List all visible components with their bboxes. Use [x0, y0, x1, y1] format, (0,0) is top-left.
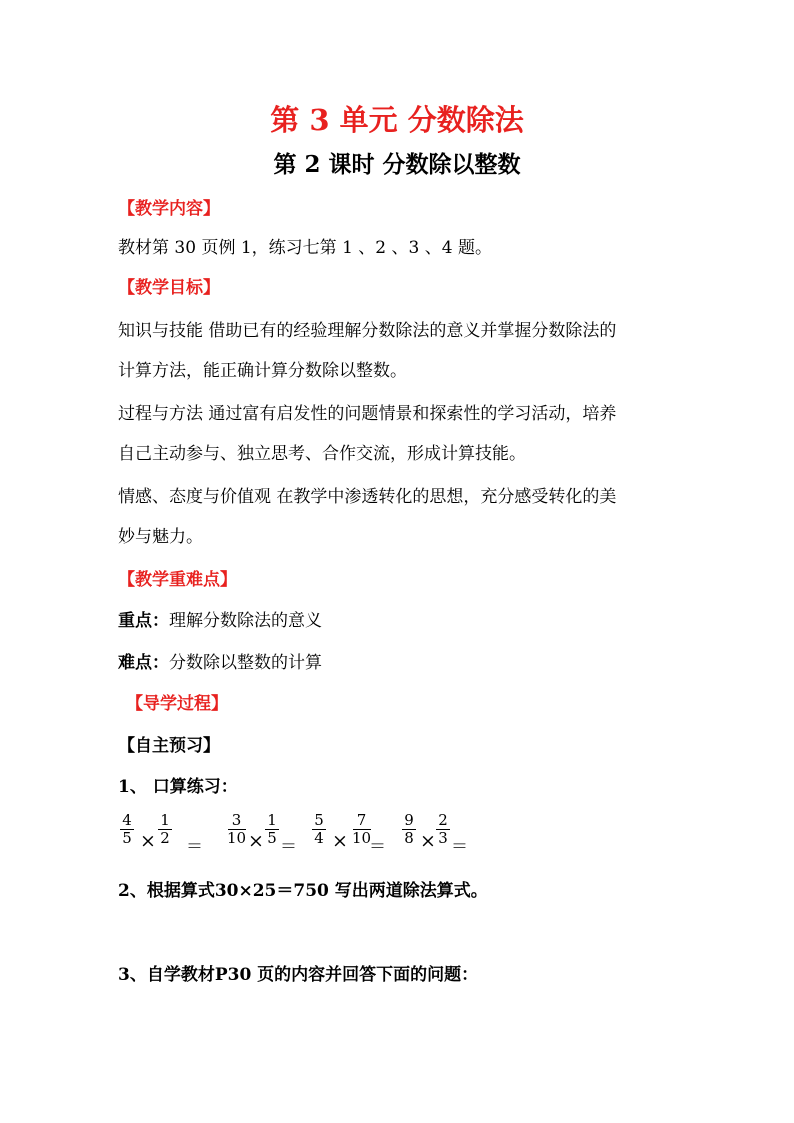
section-heading-key-points: 【教学重难点】 [118, 570, 237, 590]
key-point-text: 理解分数除法的意义 [169, 611, 322, 631]
page-title: 第 3 单元 分数除法 [270, 103, 524, 137]
equals-sign: ＝ [280, 837, 297, 857]
goal-2-line-2: 自己主动参与、独立思考、合作交流，形成计算技能。 [118, 444, 526, 464]
section-heading-process: 【导学过程】 [126, 694, 228, 714]
fraction: 4 5 [120, 812, 134, 847]
lesson-subtitle: 第 2 课时 分数除以整数 [273, 151, 521, 178]
equals-sign: ＝ [451, 837, 468, 857]
fraction: 1 5 [265, 812, 279, 847]
fraction: 1 2 [158, 812, 172, 847]
equals-sign: ＝ [186, 837, 203, 857]
section-heading-preview: 【自主预习】 [118, 736, 220, 756]
goal-2-line-1: 过程与方法 通过富有启发性的问题情景和探索性的学习活动，培养 [118, 404, 617, 424]
content-text: 教材第 30 页例 1，练习七第 1 、2 、3 、4 题。 [118, 238, 492, 258]
difficult-point-text: 分数除以整数的计算 [169, 653, 322, 673]
key-point-label: 重点： [118, 611, 169, 631]
difficult-point-label: 难点： [118, 653, 169, 673]
fraction: 3 10 [227, 811, 247, 847]
equals-sign: ＝ [369, 837, 386, 857]
fraction: 7 10 [352, 811, 372, 847]
multiply-sign: × [332, 830, 348, 852]
fraction: 5 4 [312, 812, 326, 847]
question-3: 3、自学教材P30 页的内容并回答下面的问题： [118, 965, 479, 985]
section-heading-content: 【教学内容】 [118, 199, 220, 219]
goal-1-line-1: 知识与技能 借助已有的经验理解分数除法的意义并掌握分数除法的 [118, 321, 617, 341]
question-1: 1、 口算练习： [118, 777, 238, 797]
multiply-sign: × [248, 830, 264, 852]
difficult-point-line [118, 648, 322, 673]
key-point-line [118, 606, 322, 631]
fraction: 9 8 [402, 812, 416, 847]
mental-math-exercises [120, 810, 540, 860]
section-heading-goals: 【教学目标】 [118, 278, 220, 298]
goal-3-line-1: 情感、态度与价值观 在教学中渗透转化的思想，充分感受转化的美 [118, 487, 617, 507]
goal-1-line-2: 计算方法，能正确计算分数除以整数。 [118, 361, 407, 381]
fraction: 2 3 [436, 812, 450, 847]
multiply-sign: × [420, 830, 436, 852]
multiply-sign: × [140, 830, 156, 852]
question-2: 2、根据算式30×25＝750 写出两道除法算式。 [118, 881, 488, 901]
goal-3-line-2: 妙与魅力。 [118, 527, 203, 547]
